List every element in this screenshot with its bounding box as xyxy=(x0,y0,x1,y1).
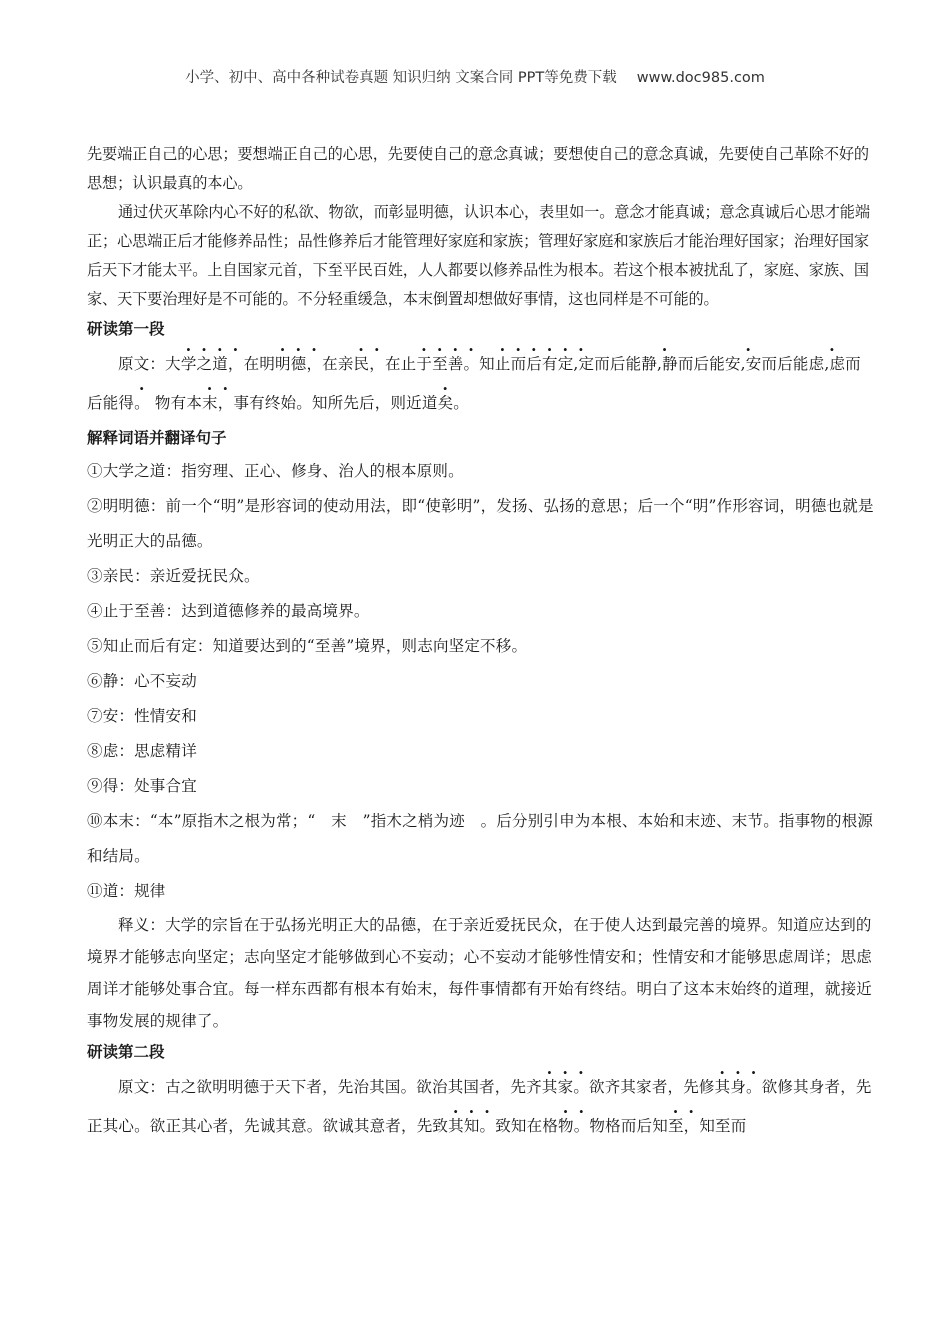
glossary-explanation: 释义：大学的宗旨在于弘扬光明正大的品德，在于亲近爱抚民众，在于使人达到最完善的境界。知道应达到的境界才能够志向坚定；志向坚定才能够做到心不妄动；心不妄动才能够性情安和；性情安和才能够思虑周详；思虑周详才能够处事合宜。每一样东西都有根本有始末，每件事情都有开始有终结。明白了这本末始终的道理，就接近事物发展的规律了。 xyxy=(87,916,873,1030)
emphasis-dotted-text: 虑 xyxy=(808,355,825,373)
header-url[interactable]: www.doc985.com xyxy=(636,70,765,86)
intro-paragraph-1: 先要端正自己的心思；要想端正自己的心思，先要使自己的意念真诚；要想使自己的意念真诚，先要使自己革除不好的思想；认识最真的本心。 xyxy=(87,145,869,192)
emphasis-dotted-text: 大学之道 xyxy=(165,355,228,373)
glossary-item: ④止于至善：达到道德修养的最高境界。 xyxy=(87,602,370,620)
intro-paragraph-2: 通过伏灭革除内心不好的私欲、物欲，而彰显明德，认识本心，表里如一。意念才能真诚；意念真诚后心思才能端正；心思端正后才能修养品性；品性修养后才能管理好家庭和家族；管理好家庭和家族后才能治理好国家；治理好国家后天下才能太平。上自国家元首，下至平民百姓，人人都要以修养品性为根本。若这个根本被扰乱了，家庭、家族、国家、天下要治理好是不可能的。不分轻重缓急，本末倒置却想做好事情，这也同样是不可能的。 xyxy=(87,203,870,308)
emphasis-dotted-text: 明明德 xyxy=(259,355,307,373)
section2-original-text: 原文：古之欲明明德于天下者，先治其国。欲治其国者，先齐其家。欲齐其家者，先修其身。欲修其身者，先正其心。欲正其心者，先诚其意。欲诚其意者，先致其知。致知在格物。物格而后知至，知至而 xyxy=(87,1078,872,1135)
emphasis-dotted-text: 格物 xyxy=(542,1117,574,1135)
emphasis-dotted-text: 止于至善 xyxy=(400,355,464,373)
glossary-item: ⑥静：心不妄动 xyxy=(87,672,197,690)
emphasis-dotted-text: 修其身 xyxy=(698,1078,747,1096)
emphasis-dotted-text: 安 xyxy=(724,355,741,373)
glossary-item: ⑦安：性情安和 xyxy=(87,707,197,725)
section1-original-text: 原文：大学之道，在明明德，在亲民，在止于至善。知止而后有定,定而后能静,静而后能安,安而后能虑,虑而后能得。 物有本末，事有终始。知所先后，则近道矣。 xyxy=(87,355,861,412)
emphasis-dotted-text: 知至 xyxy=(652,1117,684,1135)
glossary-item: ①大学之道：指穷理、正心、修身、治人的根本原则。 xyxy=(87,462,464,480)
glossary-item: ⑨得：处事合宜 xyxy=(87,777,197,795)
section1-heading: 研读第一段 xyxy=(87,320,165,338)
emphasis-dotted-text: 静 xyxy=(641,355,658,373)
document-body xyxy=(87,140,875,1146)
emphasis-dotted-text: 本末 xyxy=(186,394,218,412)
glossary-heading: 解释词语并翻译句子 xyxy=(87,429,227,447)
page-header xyxy=(0,66,950,87)
glossary-item: ③亲民：亲近爱抚民众。 xyxy=(87,567,260,585)
glossary-item: ⑤知止而后有定：知道要达到的“至善”境界，则志向坚定不移。 xyxy=(87,637,528,655)
glossary-item: ②明明德：前一个“明”是形容词的使动用法，即“使彰明”，发扬、弘扬的意思；后一个“明”作形容词，明德也就是光明正大的品德。 xyxy=(87,497,874,550)
glossary-item: ⑧虑：思虑精详 xyxy=(87,742,197,760)
intro-section xyxy=(87,140,875,314)
header-text: 小学、初中、高中各种试卷真题 知识归纳 文案合同 PPT等免费下载 xyxy=(185,70,617,86)
emphasis-dotted-text: 致其知 xyxy=(432,1117,480,1135)
glossary-item: ⑪道：规律 xyxy=(87,882,166,900)
emphasis-dotted-text: 得 xyxy=(118,394,135,412)
emphasis-dotted-text: 亲民 xyxy=(337,355,370,373)
section2-heading: 研读第二段 xyxy=(87,1043,165,1061)
emphasis-dotted-text: 知止而后有定 xyxy=(479,355,574,373)
emphasis-dotted-text: 齐其家 xyxy=(526,1078,574,1096)
emphasis-dotted-text: 道 xyxy=(421,394,438,412)
glossary-item: ⑩本末：“本”原指木之根为常；“ 末 ”指木之梢为迹 。后分别引申为本根、本始和末迹、末节。指事物的根源和结局。 xyxy=(87,812,874,865)
